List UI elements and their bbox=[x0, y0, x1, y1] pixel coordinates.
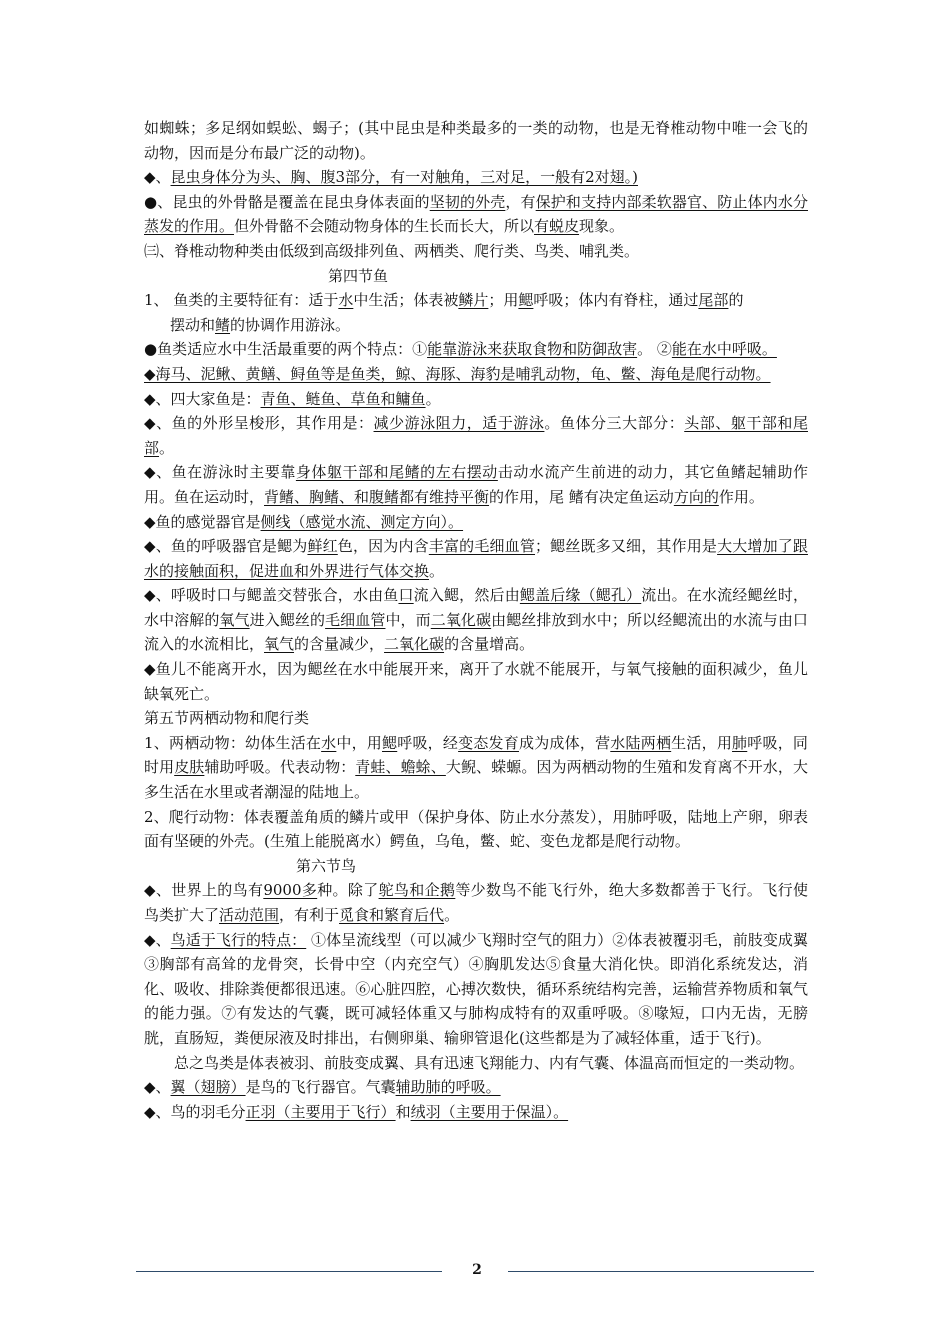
text-run: 中生活；体表被 bbox=[353, 291, 459, 310]
text-run: ◆、 bbox=[144, 1078, 171, 1097]
text-run: ，有 bbox=[505, 192, 536, 211]
text-run: 的含量减少， bbox=[294, 635, 385, 654]
paragraph bbox=[144, 387, 808, 412]
underlined-text: 二氧化碳 bbox=[384, 635, 445, 654]
underlined-text: 辅助肺的呼吸。 bbox=[395, 1078, 501, 1097]
paragraph bbox=[144, 928, 808, 1051]
text-run: ◆鱼的感觉器官是 bbox=[144, 512, 261, 531]
text-run: 。鱼体分三大部分： bbox=[544, 414, 685, 433]
underlined-text: 氧气 bbox=[219, 610, 250, 629]
underlined-text: 肺 bbox=[732, 733, 748, 752]
underlined-text: 皮肤 bbox=[174, 758, 205, 777]
underlined-text: 身体躯干部和尾鳍的左右摆动 bbox=[295, 463, 498, 482]
text-run: 种。除了 bbox=[317, 881, 379, 900]
underlined-text: 能靠游泳来获取食物和防御敌害 bbox=[427, 340, 638, 359]
text-run: 。 bbox=[425, 389, 441, 408]
paragraph bbox=[144, 411, 808, 460]
paragraph bbox=[144, 878, 808, 927]
underlined-text: 正羽（主要用于飞行） bbox=[245, 1102, 396, 1121]
text-run: 的含量增高。 bbox=[444, 635, 535, 654]
text-run: 现象。 bbox=[579, 217, 625, 236]
paragraph bbox=[144, 534, 808, 583]
underlined-text: 鳞片 bbox=[458, 291, 489, 310]
text-run: 是鸟的飞行器官。气囊 bbox=[245, 1078, 396, 1097]
text-run: 第四节鱼 bbox=[328, 266, 389, 285]
text-run: ；用 bbox=[488, 291, 519, 310]
paragraph bbox=[144, 288, 808, 313]
underlined-text: 翼（翅膀） bbox=[170, 1078, 246, 1097]
text-run: ●、昆虫的外骨骼是覆盖在昆虫身体表面的 bbox=[144, 192, 430, 211]
underlined-text: 保护和支持内部柔软器官、防止体内水分蒸发的作用。 bbox=[144, 192, 808, 236]
underlined-text: 9000多 bbox=[263, 881, 318, 900]
text-run: 流入鳃，然后由 bbox=[413, 586, 520, 605]
paragraph bbox=[144, 1075, 808, 1100]
text-run: 的作用，尾 鳍有决定鱼运动 bbox=[489, 487, 674, 506]
text-run: 色，因为内含 bbox=[337, 537, 429, 556]
paragraph bbox=[144, 1051, 808, 1076]
paragraph bbox=[144, 805, 808, 854]
underlined-text: 绒羽（主要用于保温）。 bbox=[410, 1102, 569, 1121]
text-run: 大鲵、蝾螈。因为两栖动物的生殖和发育离不开水，大多生活在水里或者潮湿的陆地上。 bbox=[144, 758, 808, 802]
text-run: 。 bbox=[159, 438, 175, 457]
text-run: 进入鳃丝的 bbox=[249, 610, 326, 629]
underlined-text: 丰富的毛细血管 bbox=[428, 537, 536, 556]
underlined-text: 有蜕皮 bbox=[534, 217, 580, 236]
text-run: 生活，用 bbox=[671, 733, 733, 752]
footer-rule-left bbox=[136, 1271, 442, 1272]
text-run: ◆、鱼的外形呈梭形，其作用是： bbox=[144, 414, 374, 433]
text-run: 第五节两栖动物和爬行类 bbox=[144, 709, 310, 728]
paragraph bbox=[144, 362, 808, 387]
underlined-text: 鳍 bbox=[215, 315, 231, 334]
underlined-text: 鳃盖后缘（鳃孔） bbox=[519, 586, 642, 605]
paragraph bbox=[144, 460, 808, 509]
text-run: 但外骨骼不会随动物身体的生长而长大，所以 bbox=[234, 217, 535, 236]
paragraph bbox=[144, 116, 808, 165]
text-run: ◆、四大家鱼是： bbox=[144, 389, 261, 408]
underlined-text: 大大增加了跟水的接触面积，促进血和外界进行气体交换 bbox=[144, 537, 808, 580]
paragraph bbox=[144, 854, 808, 879]
underlined-text: 尾部 bbox=[698, 291, 729, 310]
text-run: 如蜘蛛；多足纲如蜈蚣、蝎子；(其中昆虫是种类最多的一类的动物，也是无脊椎动物中唯一会飞的动物，因而是分布最广泛的动物)。 bbox=[144, 119, 808, 162]
underlined-text: 口 bbox=[398, 586, 414, 605]
underlined-text: 坚韧的外壳 bbox=[429, 192, 506, 211]
text-run: 流出。在水流经鳃丝时，水中溶解的 bbox=[144, 586, 808, 629]
text-run: 第六节鸟 bbox=[296, 856, 357, 875]
text-run: 由鳃丝排放到水中；所以经鳃流出的水流与由口流入的水流相比， bbox=[144, 610, 808, 654]
text-run: 2、爬行动物：体表覆盖角质的鳞片或甲（保护身体、防止水分蒸发），用肺呼吸，陆地上产卵，卵表面有坚硬的外壳。(生殖上能脱离水）鳄鱼，乌龟，鳖、蛇、变色龙都是爬行动物。 bbox=[144, 807, 808, 851]
text-run: 的协调作用游泳。 bbox=[230, 315, 351, 334]
paragraph bbox=[144, 583, 808, 657]
text-run: ◆、 bbox=[144, 168, 171, 187]
text-run: 成为成体，营 bbox=[518, 733, 611, 752]
paragraph bbox=[144, 264, 808, 289]
text-run: ●鱼类适应水中生活最重要的两个特点：① bbox=[144, 340, 428, 359]
text-run: 。 bbox=[429, 561, 445, 580]
paragraph bbox=[144, 706, 808, 731]
paragraph bbox=[144, 337, 808, 362]
text-run: ◆、 bbox=[144, 930, 171, 949]
underlined-text: 侧线（感觉水流、测定方向）。 bbox=[260, 512, 464, 531]
text-run: 摆动和 bbox=[170, 315, 216, 334]
text-run: 呼吸；体内有脊柱，通过 bbox=[533, 291, 699, 310]
paragraph bbox=[144, 510, 808, 535]
underlined-text: 鸟适于飞行的特点： bbox=[170, 930, 307, 949]
underlined-text: 青蛙、蟾蜍、 bbox=[355, 758, 446, 777]
text-run: 1、 鱼类的主要特征有：适于 bbox=[144, 291, 339, 310]
text-run: 呼吸，经 bbox=[397, 733, 459, 752]
text-run: 击动水流产生前进的动力，其它鱼鳍起辅助作用。鱼在运动时， bbox=[144, 463, 808, 506]
underlined-text: 能在水中呼吸。 bbox=[671, 340, 777, 359]
text-run: 。 bbox=[444, 906, 460, 924]
text-run: 的 bbox=[728, 291, 744, 310]
page-number: 2 bbox=[472, 1262, 482, 1278]
paragraph bbox=[144, 731, 808, 805]
underlined-text: 青鱼、鲢鱼、草鱼和鳙鱼 bbox=[260, 389, 426, 408]
underlined-text: 二氧化碳 bbox=[430, 610, 492, 629]
text-run: ①体呈流线型（可以减少飞翔时空气的阻力）②体表被覆羽毛，前肢变成翼③胸部有高耸的龙骨突，长骨中空（内充空气）④胸肌发达⑤食量大消化快。即消化系统发达，消化、吸收、排除粪便都很迅速。⑥心脏四腔，心搏次数快，循环系统结构完善，运输营养物质和氧气的能力强。⑦有发达的气囊，既可减轻体重又与肺构成特有的双重呼吸。⑧喙短，口内无齿，无膀胱，直肠短，粪便尿液及时排出，右侧卵巢、输卵管退化(这些都是为了减轻体重，适于飞行)。 bbox=[144, 930, 808, 1047]
paragraph bbox=[144, 1100, 808, 1125]
text-run: ◆、鱼在游泳时主要靠 bbox=[144, 463, 296, 482]
text-run: ◆、鱼的呼吸器官是鳃为 bbox=[144, 537, 308, 556]
underlined-text: 水 bbox=[338, 291, 354, 310]
text-run: 1、两栖动物：幼体生活在 bbox=[144, 733, 322, 752]
text-run: 中，用 bbox=[336, 733, 383, 752]
text-run: 呼吸，同时用 bbox=[144, 733, 808, 777]
text-run: ◆鱼儿不能离开水，因为鳃丝在水中能展开来，离开了水就不能展开，与氧气接触的面积减少，鱼儿缺氧死亡。 bbox=[144, 660, 808, 703]
text-run: ◆、世界上的鸟有 bbox=[144, 881, 264, 900]
text-run: ，有利于 bbox=[279, 906, 340, 924]
underlined-text: 减少游泳阻力，适于游泳 bbox=[373, 414, 545, 433]
paragraph bbox=[144, 190, 808, 239]
paragraph bbox=[144, 165, 808, 190]
text-run: 等少数鸟不能飞行外，绝大多数都善于飞行。飞行使鸟类扩大了 bbox=[144, 881, 808, 924]
underlined-text: 氧气 bbox=[264, 635, 295, 654]
underlined-text: 变态发育 bbox=[458, 733, 519, 752]
paragraph bbox=[144, 657, 808, 706]
text-run: 中，而 bbox=[385, 610, 431, 629]
text-run: ◆、鸟的羽毛分 bbox=[144, 1102, 246, 1121]
underlined-text: 毛细血管 bbox=[325, 610, 386, 629]
text-run: 。 ② bbox=[637, 340, 672, 359]
text-run: 总之鸟类是体表被羽、前肢变成翼、具有迅速飞翔能力、内有气囊、体温高而恒定的一类动物。 bbox=[174, 1053, 805, 1072]
underlined-text: 觅食和繁育后代 bbox=[339, 906, 445, 924]
underlined-text: 水陆两栖 bbox=[610, 733, 672, 752]
underlined-text: 昆虫身体分为头、胸、腹3部分，有一对触角，三对足，一般有2对翅。) bbox=[170, 168, 638, 187]
underlined-text: 方向的 bbox=[673, 487, 719, 506]
text-run: 辅助呼吸。代表动物： bbox=[204, 758, 356, 777]
paragraph bbox=[144, 239, 808, 264]
text-run: 作用。 bbox=[718, 487, 764, 506]
underlined-text: 背鳍、胸鳍、和腹鳍都有维持平衡 bbox=[264, 487, 490, 506]
underlined-text: ◆海马、泥鳅、黄鳝、鲟鱼等是鱼类，鲸、海豚、海豹是哺乳动物，龟、鳖、海龟是爬行动物。 bbox=[144, 364, 771, 383]
text-run: ；鳃丝既多又细，其作用是 bbox=[535, 537, 718, 556]
footer-rule-right bbox=[508, 1271, 814, 1272]
underlined-text: 鲜红 bbox=[307, 537, 338, 556]
page-footer bbox=[136, 1262, 816, 1282]
text-run: 和 bbox=[395, 1102, 411, 1121]
text-run: ◆、呼吸时口与鳃盖交替张合，水由鱼 bbox=[144, 586, 399, 605]
underlined-text: 鳃 bbox=[518, 291, 534, 310]
text-run: ㈢、脊椎动物种类由低级到高级排列鱼、两栖类、爬行类、鸟类、哺乳类。 bbox=[144, 241, 640, 260]
document-body bbox=[144, 116, 808, 1124]
paragraph bbox=[144, 313, 808, 338]
underlined-text: 鸵鸟和企鹅 bbox=[378, 881, 456, 900]
underlined-text: 头部、躯干部和尾部 bbox=[144, 414, 808, 457]
underlined-text: 鳃 bbox=[382, 733, 398, 752]
underlined-text: 水 bbox=[321, 733, 337, 752]
underlined-text: 活动范围 bbox=[219, 906, 280, 924]
